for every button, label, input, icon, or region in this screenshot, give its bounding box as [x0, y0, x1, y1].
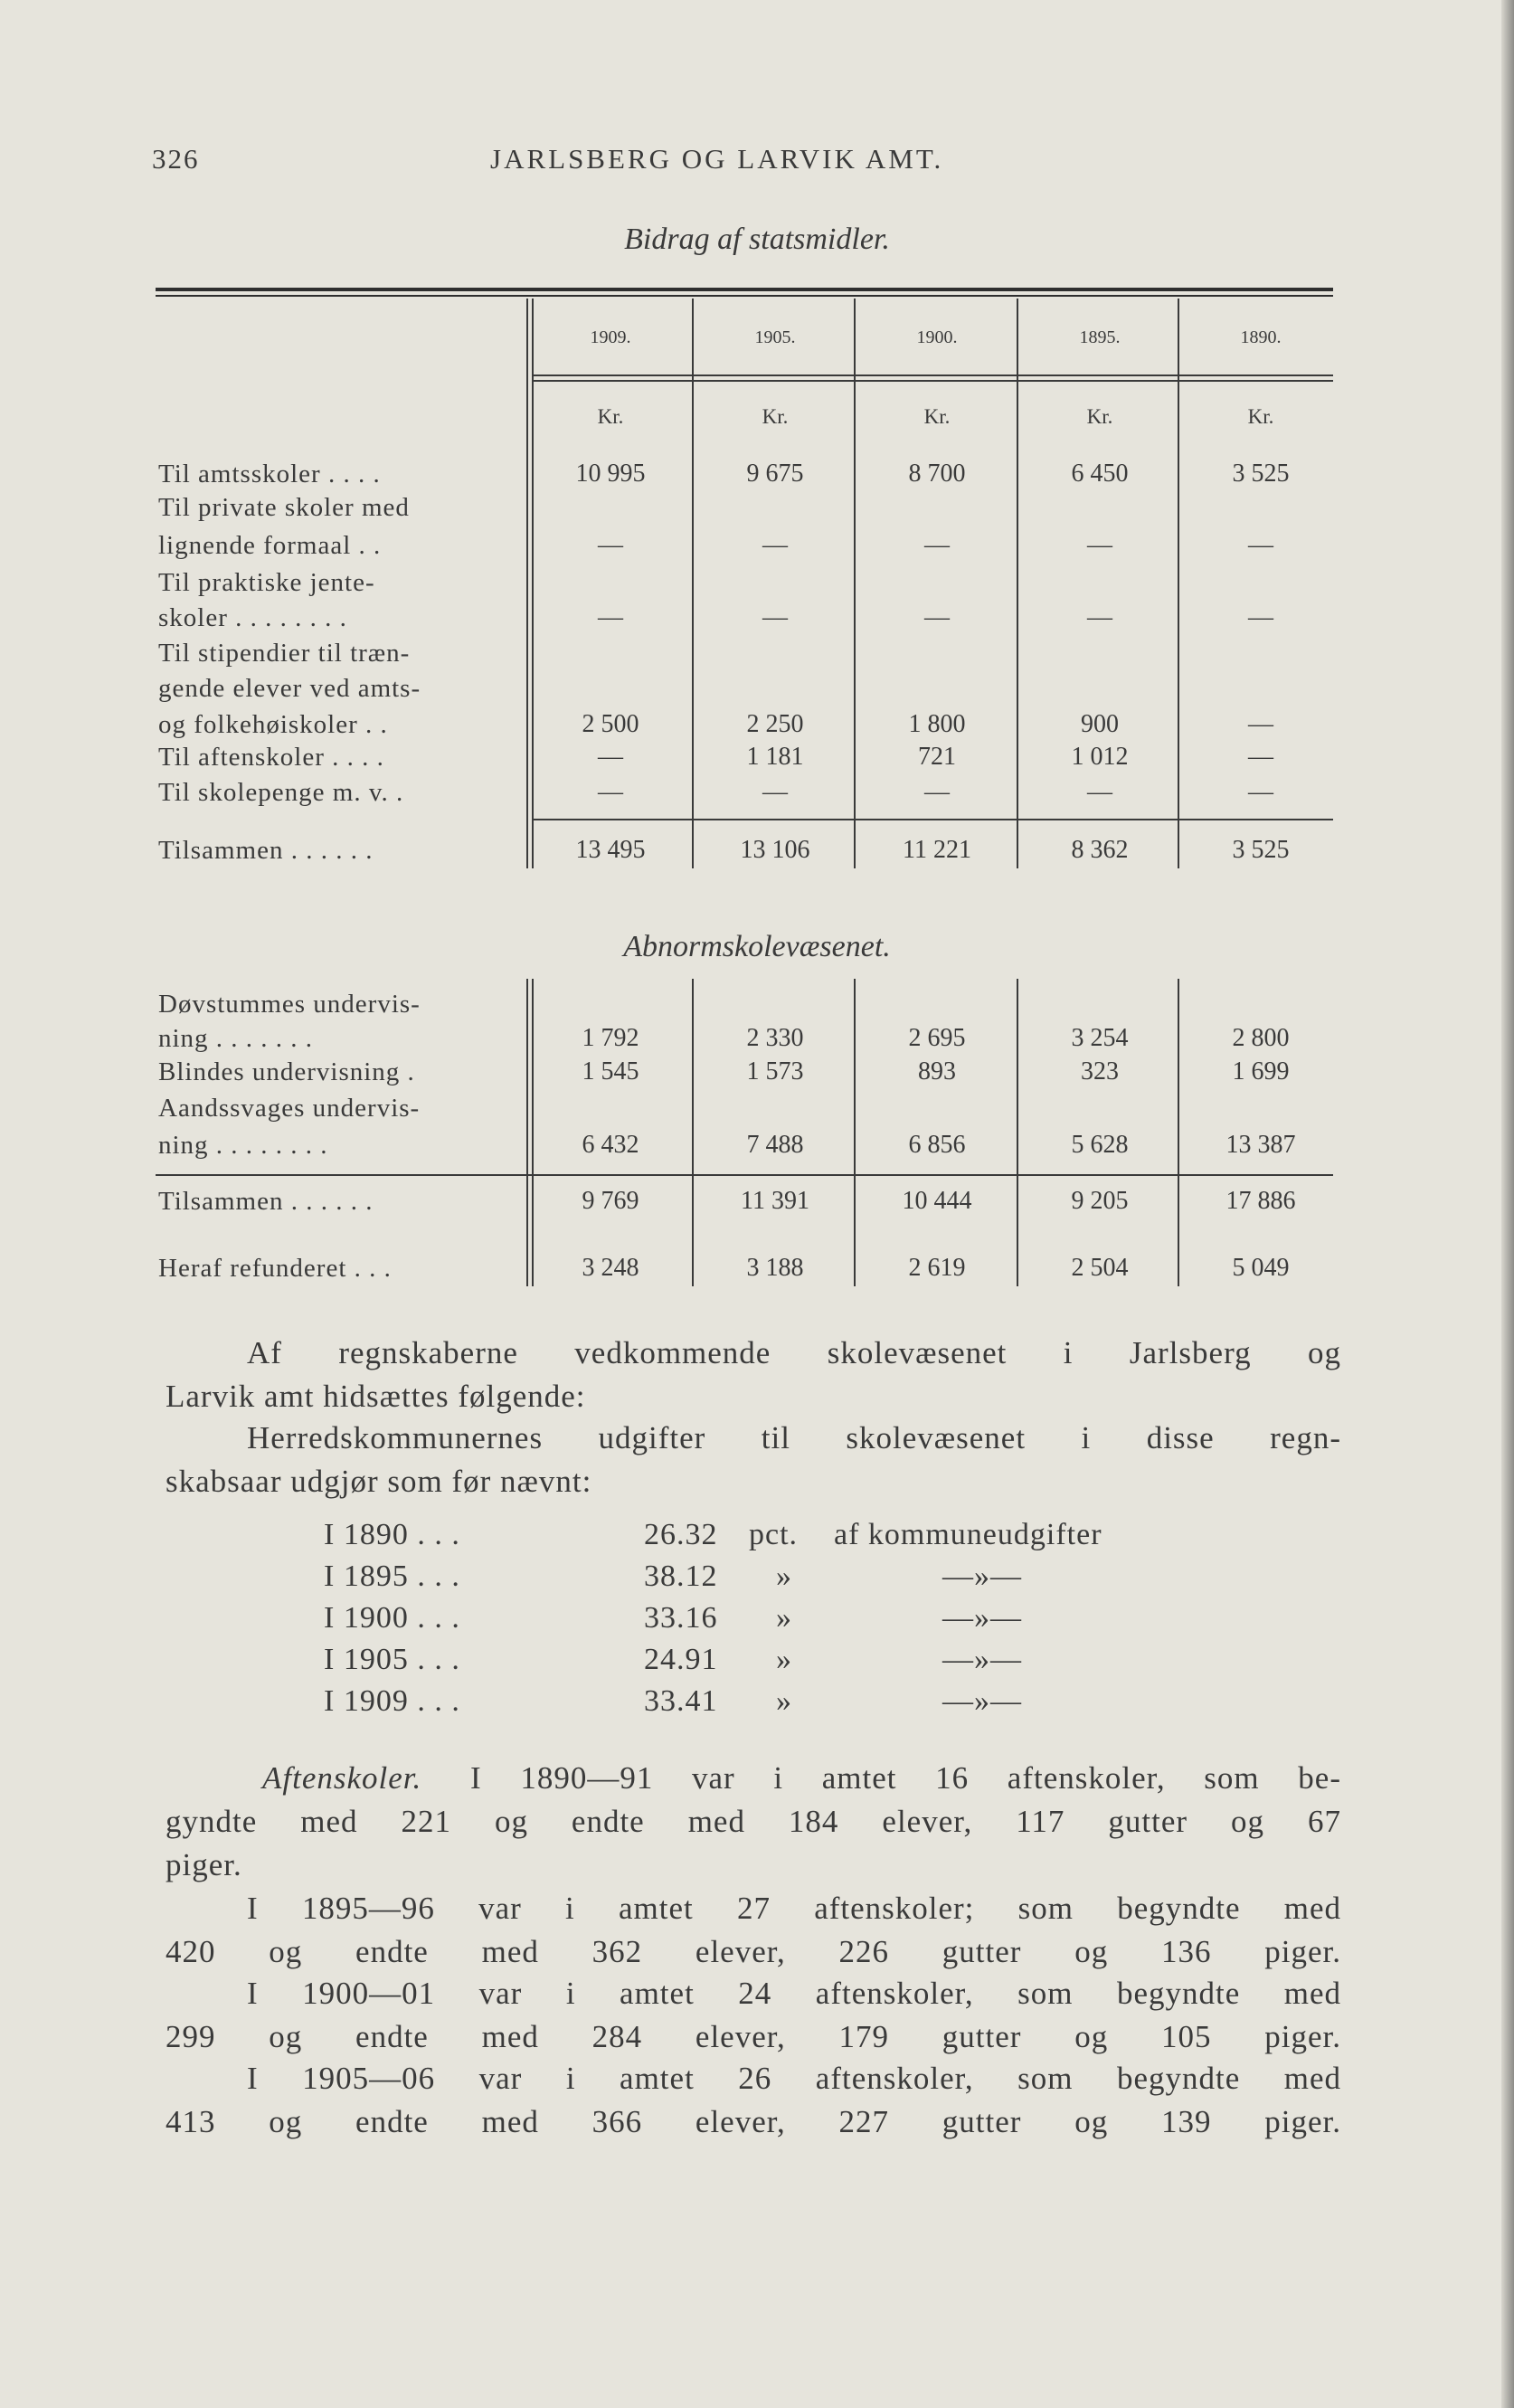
- table-cell: 6 432: [582, 1131, 639, 1159]
- pct-unit: »: [776, 1601, 792, 1635]
- row-label: Til praktiske jente-: [158, 568, 375, 597]
- pct-of: —»—: [942, 1643, 1022, 1676]
- table-cell: —: [598, 743, 623, 771]
- table-cell: 2 250: [746, 710, 804, 738]
- table-cell: 1 800: [908, 710, 966, 738]
- table-cell: 1 792: [582, 1024, 639, 1052]
- refund-cell: 2 504: [1071, 1254, 1129, 1282]
- table-divider: [526, 979, 528, 1286]
- pct-prefix: I 1890 . . .: [324, 1518, 460, 1551]
- table-cell: —: [762, 531, 788, 559]
- table-caption-abnormskole: Abnormskolevæsenet.: [623, 930, 891, 963]
- row-label: Til amtsskoler . . . .: [158, 460, 381, 488]
- row-label: Til stipendier til træn-: [158, 639, 411, 668]
- total-cell: 8 362: [1071, 836, 1129, 864]
- pct-prefix: I 1895 . . .: [324, 1560, 460, 1593]
- aften-paragraph-1900: 299 og endte med 284 elever, 179 gutter og 105 piger.: [166, 2019, 1341, 2054]
- row-label-refund: Heraf refunderet . . .: [158, 1254, 392, 1283]
- pct-prefix: I 1900 . . .: [324, 1601, 460, 1635]
- total-cell: 13 495: [575, 836, 646, 864]
- pct-value: 24.91: [644, 1643, 718, 1676]
- aften-paragraph-1905: 413 og endte med 366 elever, 227 gutter og 139 piger.: [166, 2104, 1341, 2139]
- table-cell: 323: [1081, 1057, 1119, 1085]
- aften-line: piger.: [166, 1847, 242, 1882]
- top-rule-thin: [156, 295, 1333, 297]
- pct-of: —»—: [942, 1560, 1022, 1593]
- year-header: 1909.: [590, 327, 631, 347]
- table-cell: —: [924, 531, 950, 559]
- total-cell: 17 886: [1225, 1187, 1296, 1215]
- row-label-total: Tilsammen . . . . . .: [158, 836, 374, 865]
- row-label: Til aftenskoler . . . .: [158, 743, 384, 772]
- section-heading-aftenskoler: Aftenskoler.: [262, 1760, 422, 1796]
- page-edge-shadow: [1501, 0, 1514, 2408]
- year-header-rule: [534, 374, 1333, 376]
- table-cell: 3 254: [1071, 1024, 1129, 1052]
- table-cell: 1 181: [746, 743, 804, 771]
- year-header-rule: [534, 380, 1333, 382]
- table-cell: —: [1087, 778, 1112, 806]
- row-label: Døvstummes undervis-: [158, 990, 421, 1019]
- table-cell: 893: [918, 1057, 956, 1085]
- total-cell: 3 525: [1232, 836, 1290, 864]
- table-cell: 6 856: [908, 1131, 966, 1159]
- pct-of: —»—: [942, 1601, 1022, 1635]
- total-cell: 13 106: [740, 836, 810, 864]
- table-cell: —: [1248, 603, 1273, 631]
- row-label: lignende formaal . .: [158, 531, 382, 560]
- pct-prefix: I 1909 . . .: [324, 1684, 460, 1718]
- pct-value: 33.41: [644, 1684, 718, 1718]
- table-cell: —: [1087, 531, 1112, 559]
- table-cell: 13 387: [1225, 1131, 1296, 1159]
- table-cell: —: [1248, 710, 1273, 738]
- row-label: Aandssvages undervis-: [158, 1094, 421, 1123]
- pct-prefix: I 1905 . . .: [324, 1643, 460, 1676]
- table-cell: 2 500: [582, 710, 639, 738]
- page-number: 326: [152, 143, 200, 175]
- total-cell: 11 391: [741, 1187, 809, 1215]
- pct-value: 26.32: [644, 1518, 718, 1551]
- pct-unit: »: [776, 1684, 792, 1718]
- aften-line: I 1890—91 var i amtet 16 aftenskoler, som be-: [470, 1760, 1341, 1796]
- table-cell: 900: [1081, 710, 1119, 738]
- paragraph-herred: skabsaar udgjør som før nævnt:: [166, 1464, 592, 1499]
- table-caption-statsmidler: Bidrag af statsmidler.: [624, 223, 890, 256]
- top-rule: [156, 288, 1333, 291]
- table-cell: —: [598, 603, 623, 631]
- table-cell: 6 450: [1071, 460, 1129, 488]
- unit-label: Kr.: [1247, 405, 1274, 428]
- page-header: [152, 143, 1346, 179]
- table-cell: —: [924, 778, 950, 806]
- table-cell: —: [762, 603, 788, 631]
- table-cell: 7 488: [746, 1131, 804, 1159]
- table-cell: 1 573: [746, 1057, 804, 1085]
- table-cell: 1 012: [1071, 743, 1129, 771]
- table-cell: 721: [918, 743, 956, 771]
- table-cell: 2 695: [908, 1024, 966, 1052]
- table-cell: 1 545: [582, 1057, 639, 1085]
- total-cell: 9 205: [1071, 1187, 1129, 1215]
- table-cell: —: [924, 603, 950, 631]
- total-cell: 11 221: [903, 836, 971, 864]
- row-label: Til private skoler med: [158, 493, 410, 522]
- table-cell: —: [1087, 603, 1112, 631]
- aften-line: gyndte med 221 og endte med 184 elever, 117 gutter og 67: [166, 1804, 1341, 1839]
- year-header: 1890.: [1240, 327, 1282, 347]
- table-divider: [526, 299, 528, 868]
- pct-value: 33.16: [644, 1601, 718, 1635]
- refund-cell: 2 619: [908, 1254, 966, 1282]
- pct-of: af kommuneudgifter: [834, 1518, 1102, 1551]
- paragraph-intro: Larvik amt hidsættes følgende:: [166, 1379, 586, 1414]
- paragraph-herred: Herredskommunernes udgifter til skolevæsenet i disse regn-: [247, 1420, 1341, 1455]
- row-label: ning . . . . . . .: [158, 1024, 314, 1053]
- pct-unit: »: [776, 1643, 792, 1676]
- year-header: 1905.: [754, 327, 796, 347]
- pct-value: 38.12: [644, 1560, 718, 1593]
- unit-label: Kr.: [762, 405, 789, 428]
- aften-paragraph-1905: I 1905—06 var i amtet 26 aftenskoler, som begyndte med: [247, 2061, 1341, 2096]
- table-cell: —: [598, 531, 623, 559]
- refund-cell: 5 049: [1232, 1254, 1290, 1282]
- row-label: ning . . . . . . . .: [158, 1131, 328, 1160]
- sum-rule: [534, 819, 1333, 820]
- table-cell: —: [1248, 743, 1273, 771]
- table-cell: 2 330: [746, 1024, 804, 1052]
- refund-cell: 3 248: [582, 1254, 639, 1282]
- table-cell: 9 675: [746, 460, 804, 488]
- table-cell: —: [598, 778, 623, 806]
- table-cell: —: [1248, 531, 1273, 559]
- table-cell: 2 800: [1232, 1024, 1290, 1052]
- row-label-total: Tilsammen . . . . . .: [158, 1187, 374, 1216]
- table-cell: 10 995: [575, 460, 646, 488]
- table-cell: 1 699: [1232, 1057, 1290, 1085]
- row-label: Blindes undervisning .: [158, 1057, 415, 1086]
- aften-paragraph-1895: 420 og endte med 362 elever, 226 gutter og 136 piger.: [166, 1934, 1341, 1969]
- unit-label: Kr.: [1086, 405, 1113, 428]
- aften-paragraph-1900: I 1900—01 var i amtet 24 aftenskoler, som begyndte med: [247, 1976, 1341, 2011]
- row-label: Til skolepenge m. v. .: [158, 778, 404, 807]
- table-cell: 3 525: [1232, 460, 1290, 488]
- pct-unit: »: [776, 1560, 792, 1593]
- year-header: 1895.: [1079, 327, 1121, 347]
- unit-label: Kr.: [923, 405, 951, 428]
- running-title: JARLSBERG OG LARVIK AMT.: [490, 143, 944, 175]
- unit-label: Kr.: [597, 405, 624, 428]
- sum-rule: [156, 1174, 1333, 1176]
- refund-cell: 3 188: [746, 1254, 804, 1282]
- aften-paragraph-1895: I 1895—96 var i amtet 27 aftenskoler; som begyndte med: [247, 1891, 1341, 1926]
- table-cell: —: [1248, 778, 1273, 806]
- row-label: gende elever ved amts-: [158, 674, 421, 703]
- year-header: 1900.: [916, 327, 958, 347]
- table-cell: —: [762, 778, 788, 806]
- total-cell: 10 444: [902, 1187, 972, 1215]
- table-cell: 8 700: [908, 460, 966, 488]
- pct-of: —»—: [942, 1684, 1022, 1718]
- total-cell: 9 769: [582, 1187, 639, 1215]
- row-label: og folkehøiskoler . .: [158, 710, 388, 739]
- table-cell: 5 628: [1071, 1131, 1129, 1159]
- paragraph-intro: Af regnskaberne vedkommende skolevæsenet i Jarlsberg og: [247, 1335, 1341, 1370]
- row-label: skoler . . . . . . . .: [158, 603, 347, 632]
- pct-unit: pct.: [749, 1518, 799, 1551]
